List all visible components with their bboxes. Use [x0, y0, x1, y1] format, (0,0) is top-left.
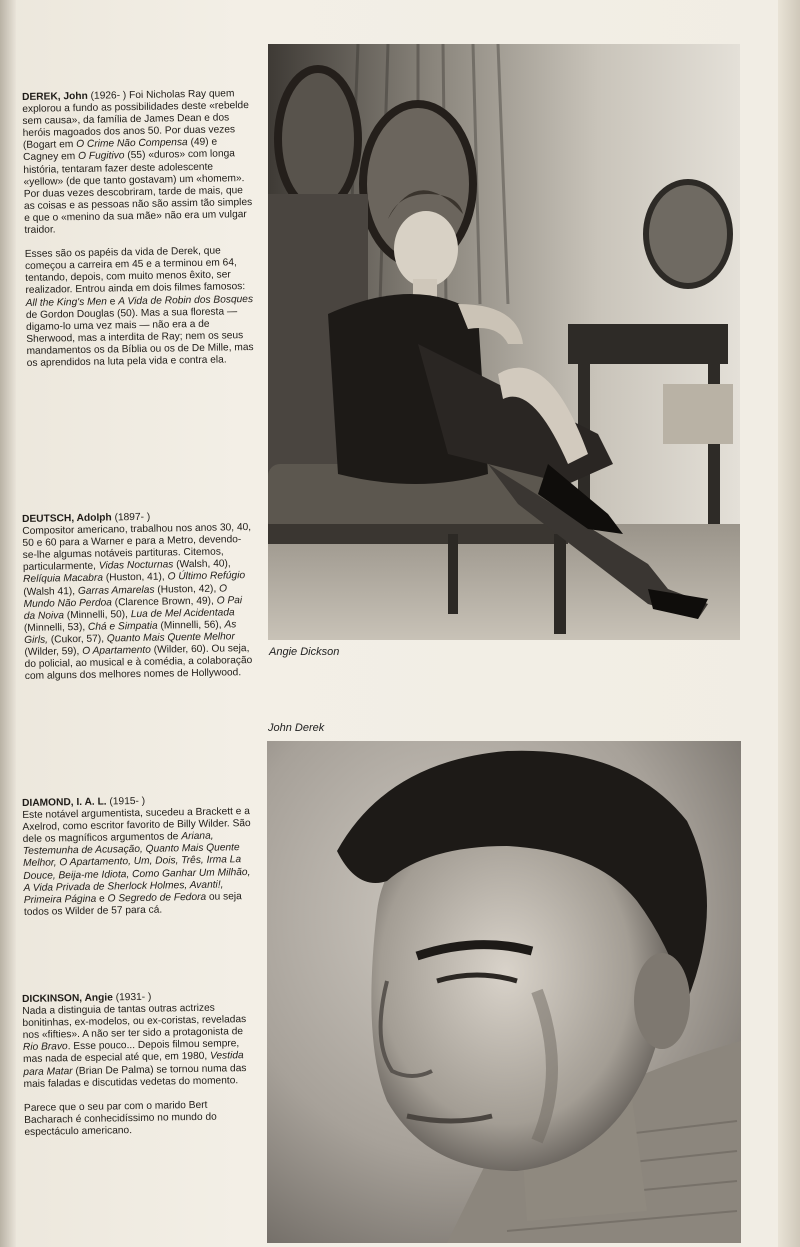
entry-years: (1931- )	[115, 991, 152, 1004]
entry-years: (1926- )	[90, 90, 127, 102]
photo-angie-dickinson-image	[268, 44, 740, 640]
entry-diamond: DIAMOND, I. A. L. (1915- ) Este notável argumentista, sucedeu a Brackett e a Axelrod, como escritor favorito de Billy Wilder. São dele os magníficos argumentos de Ariana, Testemunha de Acusação, Quanto Mais Quente Melhor, O Apartamento, Um, Dois, Três, Irma La Douce, Beija-me Idiota, Como Ganhar Um Milhão, A Vida Privada de Sherlock Holmes, Avanti!, Primeira Página e O Segredo de Fedora ou seja todos os Wilder de 57 para cá.	[22, 795, 251, 918]
entry-name: DIAMOND, I. A. L.	[22, 796, 107, 809]
entry-paragraph: Esses são os papéis da vida de Derek, que começou a carreira em 45 e a terminou em 64, tentando, depois, com muito menos êxito, ser realizador. Entrou ainda em dois filmes famosos: All the King's Men e A Vida de Robin dos Bosques de Gordon Douglas (50). Mas a sua floresta —digamo-lo uma vez mais — não era a de Sherwood, mas a interdita de Ray; nem os seus mandamentos os da Bíblia ou os de De Mille, mas os aprendidos na luta pela vida e contra ela.	[24, 245, 254, 369]
entry-name: DEREK, John	[22, 90, 88, 103]
entry-paragraph: Parece que o seu par com o marido Bert Bacharach é conhecidíssimo no mundo do espectáculo americano.	[23, 1099, 217, 1138]
photo-caption: John Derek	[268, 722, 325, 734]
photo-caption: Angie Dickson	[269, 646, 340, 658]
photo-john-derek-image	[267, 741, 741, 1243]
entry-name: DICKINSON, Angie	[22, 992, 113, 1005]
entry-years: (1915- )	[109, 795, 146, 808]
page-gutter-shadow	[0, 0, 16, 1247]
entry-name: DEUTSCH, Adolph	[22, 512, 112, 525]
photo-angie-dickinson	[268, 44, 740, 640]
entry-years: (1897- )	[114, 511, 151, 524]
entry-dickinson: DICKINSON, Angie (1931- ) Nada a distinguia de tantas outras actrizes bonitinhas, ex-modelos, ou ex-coristas, reveladas nos «fifties». A não ser ter sido a protagonista de Rio Bravo. Esse pouco... Depois filmou sempre, mas nada de especial até que, em 1980, Vestida para Matar (Brian De Palma) se tornou numa das mais faladas e discutidas vedetas do momento. Parece que o seu par com o marido Bert Bacharach é conhecidíssimo no mundo do espectáculo americano.	[22, 990, 257, 1147]
page-edge	[778, 0, 800, 1247]
entry-derek: DEREK, John (1926- ) Foi Nicholas Ray quem explorou a fundo as possibilidades deste «rebelde sem causa», da família de James Dean e dos heróis magoados dos anos 50. Por duas vezes (Bogart em O Crime Não Compensa (49) e Cagney em O Fugitivo (55) «duros» com longa história, tentaram fazer deste adolescente «yellow» (de que tanto gostavam) um «homem». Por duas vezes descobriram, tarde de mais, que as coisas e as pessoas não são assim tão simples e que o «menino da sua mãe» não era um vulgar traidor. Esses são os papéis da vida de Derek, que começou a carreira em 45 e a terminou em 64, tentando, depois, com muito menos êxito, ser realizador. Entrou ainda em dois filmes famosos: All the King's Men e A Vida de Robin dos Bosques de Gordon Douglas (50). Mas a sua floresta —digamo-lo uma vez mais — não era a de Sherwood, mas a interdita de Ray; nem os seus mandamentos os da Bíblia ou os de De Mille, mas os aprendidos na luta pela vida e contra ela.	[22, 88, 259, 378]
entry-deutsch: DEUTSCH, Adolph (1897- ) Compositor americano, trabalhou nos anos 30, 40, 50 e 60 para a Warner e para a Metro, devendo-se-lhe algumas notáveis partituras. Citemos, particularmente, Vidas Nocturnas (Walsh, 40), Relíquia Macabra (Huston, 41), O Último Refúgio (Walsh 41), Garras Amarelas (Huston, 42), O Mundo Não Perdoa (Clarence Brown, 49), O Pai da Noiva (Minnelli, 50), Lua de Mel Acidentada (Minnelli, 53), Chá e Simpatia (Minnelli, 56), As Girls, (Cukor, 57), Quanto Mais Quente Melhor (Wilder, 59), O Apartamento (Wilder, 60). Ou seja, do policial, ao musical e à comédia, a colaboração com alguns dos melhores nomes de Hollywood.	[22, 511, 253, 683]
photo-john-derek	[267, 741, 741, 1243]
